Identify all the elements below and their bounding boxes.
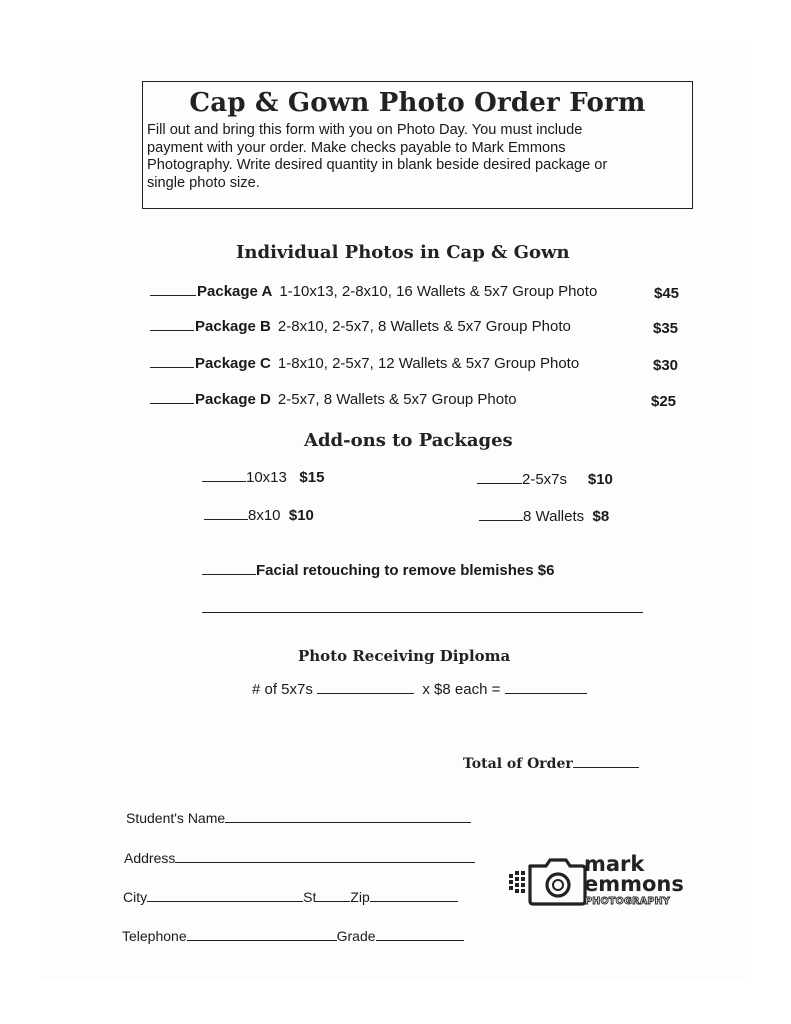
student-name-label: Student's Name: [126, 810, 226, 826]
student-name-field[interactable]: [225, 821, 471, 823]
package-name: Package A: [197, 283, 273, 300]
addon-price: $10: [288, 507, 314, 524]
notes-line[interactable]: [202, 612, 643, 613]
quantity-blank[interactable]: [477, 482, 522, 484]
addon-row[interactable]: [479, 508, 609, 525]
diploma-qty-label: # of 5x7s: [252, 681, 313, 698]
city-field[interactable]: [147, 900, 303, 902]
addon-row[interactable]: [204, 507, 314, 524]
state-field[interactable]: [316, 900, 350, 902]
zip-label: Zip: [350, 889, 370, 905]
diploma-row[interactable]: [252, 681, 587, 698]
individual-section-title: Individual Photos in Cap & Gown: [236, 242, 570, 263]
package-row[interactable]: [150, 355, 579, 372]
package-name: Package D: [195, 391, 271, 408]
telephone-label: Telephone: [122, 928, 187, 944]
diploma-price-label: x $8 each =: [422, 681, 501, 698]
zip-field[interactable]: [370, 900, 458, 902]
mark-emmons-logo: [508, 852, 683, 914]
quantity-blank[interactable]: [150, 329, 194, 331]
quantity-blank[interactable]: [204, 518, 248, 520]
logo-word-emmons: emmons: [584, 872, 684, 896]
intro-line: payment with your order. Make checks payable to Mark Emmons: [147, 139, 566, 156]
diploma-qty-blank[interactable]: [317, 692, 414, 694]
addons-section-title: Add-ons to Packages: [304, 430, 513, 451]
logo-word-mark: mark: [584, 852, 645, 876]
logo-word-photography: PHOTOGRAPHY: [585, 896, 671, 907]
quantity-blank[interactable]: [479, 519, 523, 521]
total-label: Total of Order: [463, 756, 573, 772]
grade-label: Grade: [336, 928, 376, 944]
package-desc: 1-8x10, 2-5x7, 12 Wallets & 5x7 Group Photo: [277, 355, 580, 372]
intro-text: [147, 122, 687, 192]
header-box: [142, 81, 693, 209]
city-label: City: [123, 889, 148, 905]
retouch-row[interactable]: [202, 562, 554, 579]
quantity-blank[interactable]: [202, 480, 246, 482]
diploma-section-title: Photo Receiving Diploma: [298, 647, 511, 665]
total-row[interactable]: [463, 756, 639, 772]
address-field[interactable]: [175, 861, 475, 863]
package-row[interactable]: [150, 283, 597, 300]
grade-field[interactable]: [376, 939, 464, 941]
intro-line: Fill out and bring this form with you on Photo Day. You must include: [147, 122, 583, 138]
package-price: $35: [653, 320, 679, 337]
camera-icon: [508, 852, 588, 914]
quantity-blank[interactable]: [150, 402, 194, 404]
state-label: St: [303, 889, 317, 905]
address-label: Address: [124, 850, 176, 866]
addon-price: $15: [299, 469, 325, 486]
package-row[interactable]: [150, 391, 517, 408]
addon-price: $10: [587, 471, 613, 488]
package-desc: 2-8x10, 2-5x7, 8 Wallets & 5x7 Group Photo: [277, 318, 571, 335]
total-blank[interactable]: [573, 766, 639, 768]
package-desc: 2-5x7, 8 Wallets & 5x7 Group Photo: [277, 391, 517, 408]
city-row[interactable]: [123, 889, 458, 905]
package-name: Package B: [195, 318, 271, 335]
package-price: $25: [651, 393, 677, 410]
address-row[interactable]: [124, 850, 475, 866]
addon-label: 8x10: [248, 507, 281, 524]
addon-row[interactable]: [477, 471, 613, 488]
addon-label: 8 Wallets: [523, 508, 585, 525]
quantity-blank[interactable]: [150, 294, 196, 296]
retouch-label: Facial retouching to remove blemishes $6: [256, 562, 555, 579]
intro-line: single photo size.: [147, 174, 260, 191]
phone-row[interactable]: [122, 928, 464, 944]
package-name: Package C: [195, 355, 271, 372]
quantity-blank[interactable]: [202, 573, 256, 575]
package-price: $45: [654, 285, 680, 302]
student-name-row[interactable]: [126, 810, 471, 826]
addon-row[interactable]: [202, 469, 324, 486]
intro-line: Photography. Write desired quantity in blank beside desired package or: [147, 157, 608, 173]
addon-label: 2-5x7s: [522, 471, 568, 488]
quantity-blank[interactable]: [150, 366, 194, 368]
telephone-field[interactable]: [187, 939, 337, 941]
form-title: Cap & Gown Photo Order Form: [189, 88, 646, 118]
addon-label: 10x13: [246, 469, 287, 486]
diploma-total-blank[interactable]: [505, 692, 587, 694]
package-row[interactable]: [150, 318, 571, 335]
package-desc: 1-10x13, 2-8x10, 16 Wallets & 5x7 Group Photo: [279, 283, 598, 300]
addon-price: $8: [592, 508, 610, 525]
package-price: $30: [653, 357, 679, 374]
